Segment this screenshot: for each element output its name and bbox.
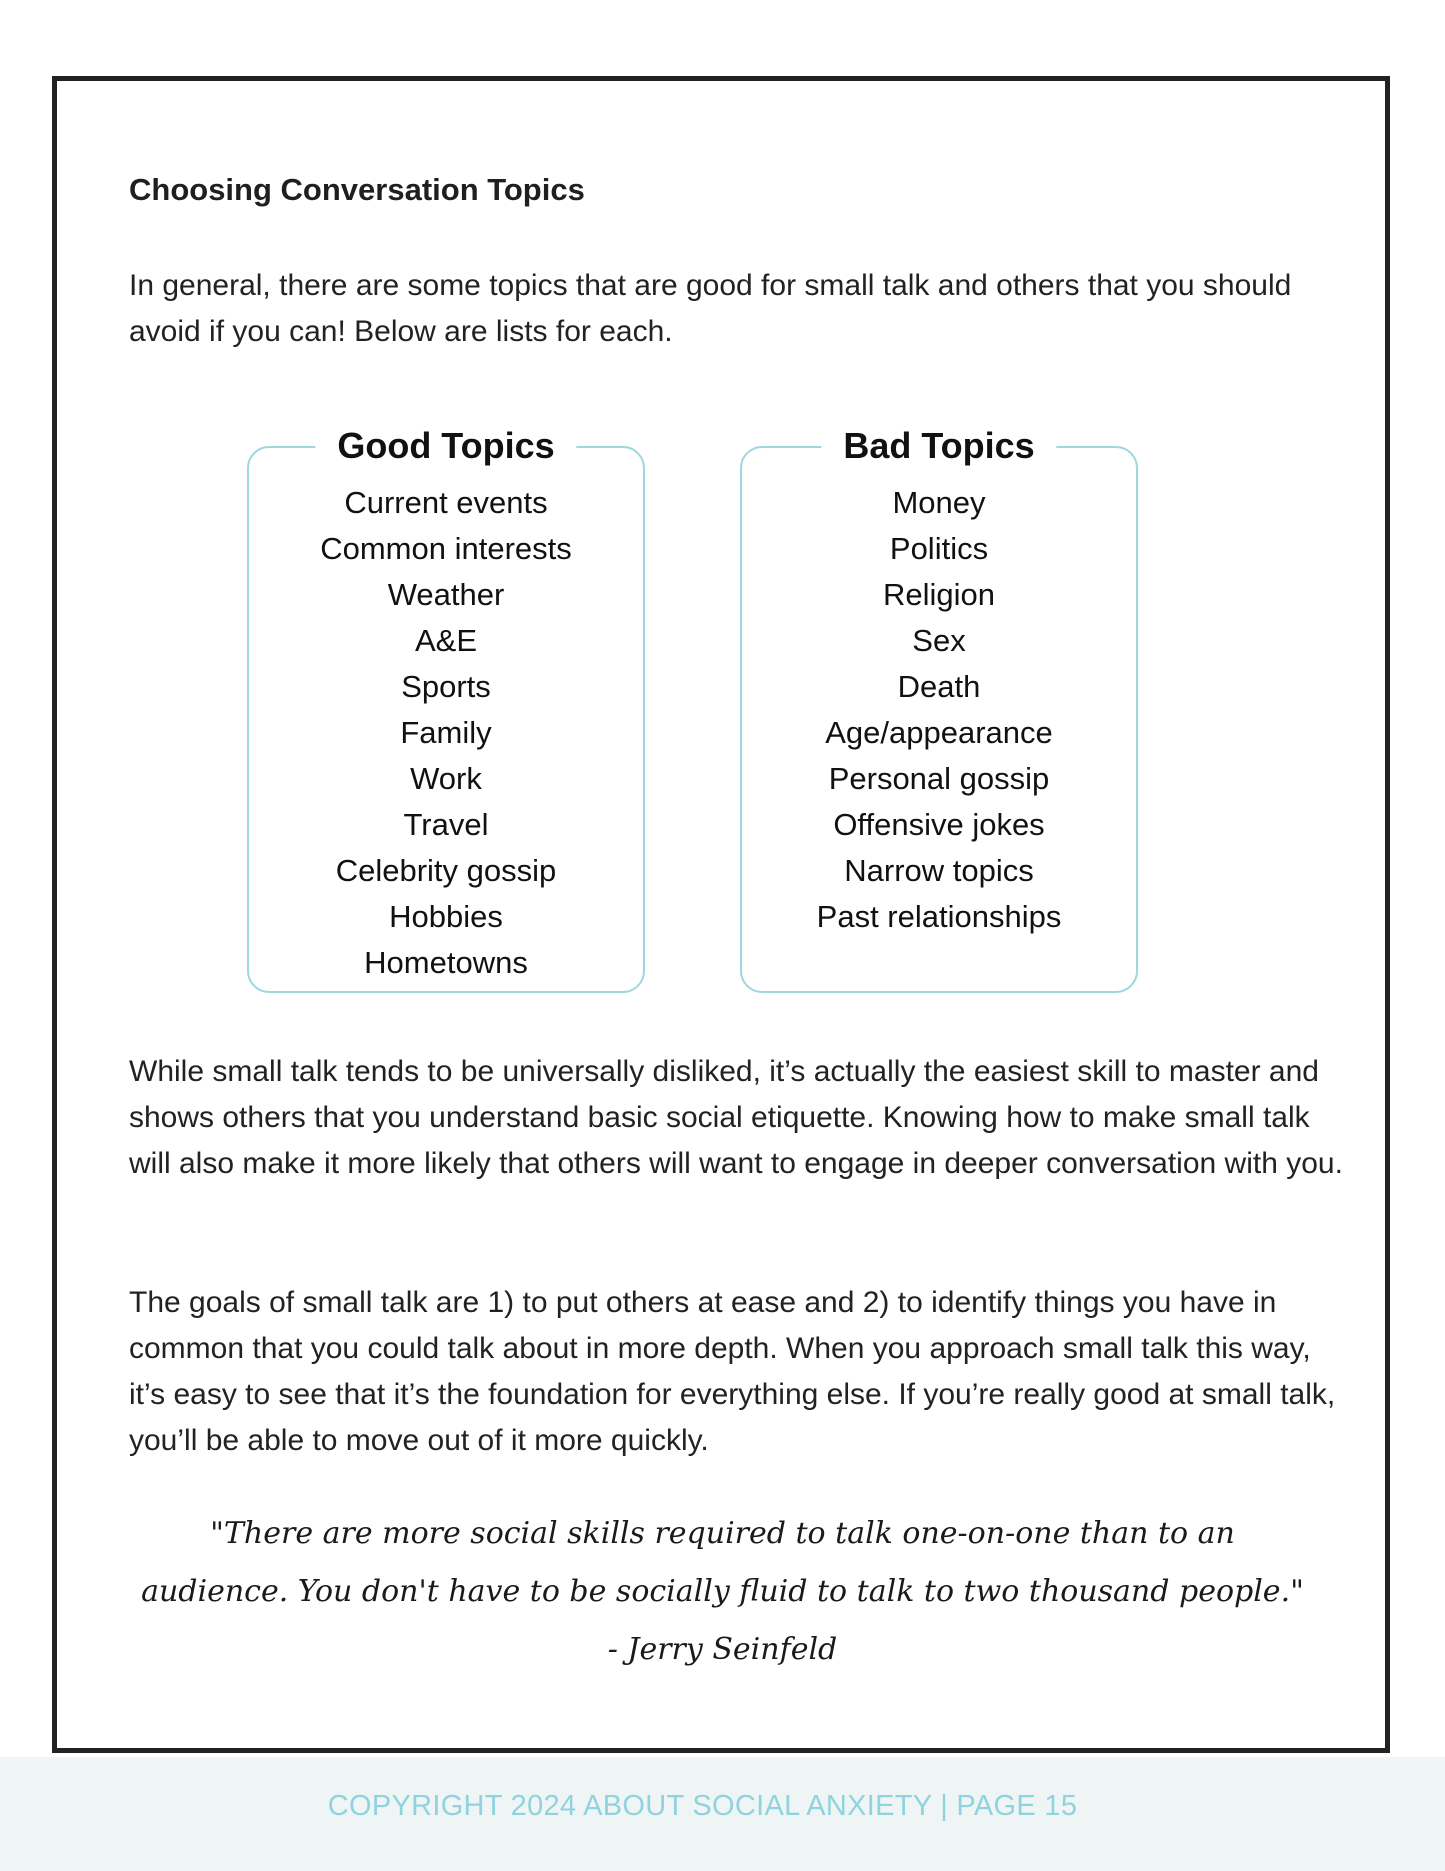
good-topic-item: Work bbox=[410, 761, 482, 796]
footer-copyright: COPYRIGHT 2024 ABOUT SOCIAL ANXIETY | PAGE 15 bbox=[327, 1790, 1078, 1822]
good-topic-item: Hobbies bbox=[389, 899, 503, 934]
good-topic-item: Current events bbox=[344, 485, 548, 520]
good-topics-box bbox=[247, 425, 645, 993]
bad-topic-item: Politics bbox=[889, 531, 989, 566]
bad-topic-item: Personal gossip bbox=[828, 761, 1050, 796]
good-topic-item: Celebrity gossip bbox=[335, 853, 557, 888]
bad-topic-item: Offensive jokes bbox=[833, 807, 1045, 842]
good-topic-item: Hometowns bbox=[364, 945, 528, 980]
good-topics-list bbox=[249, 480, 643, 986]
bad-topic-item: Narrow topics bbox=[844, 853, 1034, 888]
good-topic-item: Travel bbox=[403, 807, 489, 842]
good-topic-item: Sports bbox=[401, 669, 491, 704]
bad-topics-title: Bad Topics bbox=[821, 418, 1056, 474]
intro-paragraph: In general, there are some topics that are good for small talk and others that you should avoid if you can! Below are lists for each. bbox=[129, 269, 1292, 348]
seinfeld-quote: "There are more social skills required to talk one-on-one than to an audience. You don't have to be socially fluid to talk to two thousand people." - Jerry Seinfeld bbox=[141, 1516, 1304, 1667]
bad-topic-item: Religion bbox=[882, 577, 995, 612]
bad-topics-box bbox=[740, 425, 1138, 993]
body-paragraph-1: While small talk tends to be universally disliked, it’s actually the easiest skill to master and shows others that you understand basic social etiquette. Knowing how to make small talk will also make it more likely that others will want to engage in deeper conversation with you. bbox=[129, 1055, 1343, 1180]
bad-topic-item: Past relationships bbox=[816, 899, 1062, 934]
good-topic-item: Weather bbox=[387, 577, 505, 612]
bad-topic-item: Money bbox=[892, 485, 986, 520]
good-topic-item: Family bbox=[400, 715, 492, 750]
bad-topic-item: Age/appearance bbox=[825, 715, 1053, 750]
section-heading: Choosing Conversation Topics bbox=[129, 172, 585, 207]
bad-topics-list bbox=[742, 480, 1136, 940]
good-topics-title: Good Topics bbox=[315, 418, 576, 474]
bad-topic-item: Sex bbox=[912, 623, 966, 658]
good-topic-item: Common interests bbox=[320, 531, 572, 566]
body-paragraph-2: The goals of small talk are 1) to put others at ease and 2) to identify things you have in common that you could talk about in more depth. When you approach small talk this way, it’s easy to see that it’s the foundation for everything else. If you’re really good at small talk, you’ll be able to move out of it more quickly. bbox=[129, 1286, 1336, 1457]
bad-topic-item: Death bbox=[897, 669, 981, 704]
good-topic-item: A&E bbox=[414, 623, 478, 658]
